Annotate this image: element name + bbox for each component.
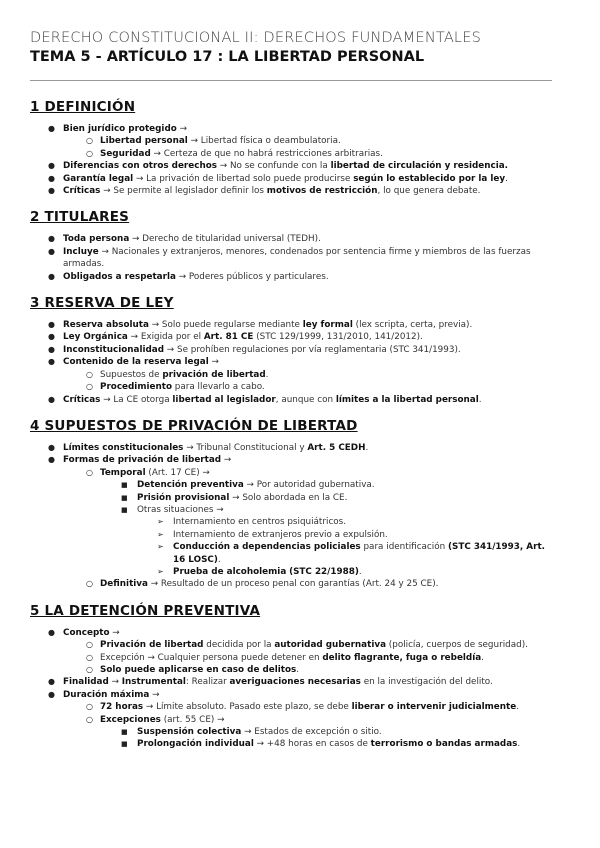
text: Internamiento de extranjeros previo a expulsión.	[173, 529, 388, 540]
list-item	[30, 566, 550, 578]
bold-text: (STC 22/1988)	[289, 566, 359, 577]
bullet-icon: ○	[86, 136, 93, 146]
list-item	[30, 271, 550, 283]
bullet-icon: ●	[48, 320, 55, 330]
text: .	[296, 665, 300, 675]
list-item	[30, 331, 550, 343]
bold-text: Art. 5 CEDH	[307, 442, 366, 453]
bold-text: Reserva absoluta	[63, 320, 149, 331]
text: →	[109, 627, 120, 638]
list-item	[30, 246, 550, 271]
text: .	[505, 173, 508, 184]
bold-text: Prolongación individual	[137, 739, 254, 750]
bullet-icon: ○	[86, 579, 93, 589]
bold-text: Diferencias con otros derechos	[63, 161, 217, 172]
bullet-icon: ●	[48, 234, 55, 244]
bullet-icon: ●	[48, 689, 55, 699]
bold-text: Ley Orgánica	[63, 332, 128, 343]
text: (STC 129/1999, 131/2010, 141/2012).	[253, 332, 423, 343]
bold-text: Contenido de la reserva legal	[63, 357, 209, 368]
text: → Nacionales y extranjeros, menores, condenados por sentencia firme y miembros de las fuerzas armadas.	[63, 246, 531, 270]
text: →	[149, 689, 160, 700]
bullet-icon: ➢	[157, 542, 164, 552]
list-item	[30, 689, 550, 701]
section	[30, 209, 550, 283]
bold-text: Solo puede aplicarse en caso de delitos	[100, 665, 297, 675]
list-item	[30, 639, 550, 651]
section-heading: 1 DEFINICIÓN	[30, 99, 136, 115]
bold-text: liberar o intervenir judicialmente	[351, 702, 517, 713]
section	[30, 295, 550, 406]
text: en la investigación del delito.	[360, 677, 493, 688]
list-item	[30, 381, 550, 393]
list-item	[30, 738, 550, 750]
bullet-icon: ●	[48, 161, 55, 171]
bold-text: Formas de privación de libertad	[63, 455, 222, 466]
list-item	[30, 467, 550, 479]
bold-text: Incluye	[63, 246, 99, 257]
text: → +48 horas en casos de	[253, 739, 371, 750]
bold-text: Prisión provisional	[137, 492, 230, 503]
list-item	[30, 578, 550, 590]
bullet-icon: ●	[48, 357, 55, 367]
text: .	[217, 554, 221, 565]
text: .	[365, 442, 369, 453]
list-item	[30, 135, 550, 147]
bullet-icon: ➢	[157, 517, 164, 527]
list-item	[30, 479, 550, 491]
bullet-icon: ➢	[157, 566, 164, 576]
text: → Exigida por el	[127, 332, 204, 343]
list-item	[30, 652, 550, 664]
bold-text: privación de libertad	[162, 369, 266, 380]
bold-text: Críticas	[63, 186, 101, 197]
section-heading: 3 RESERVA DE LEY	[30, 295, 174, 312]
list-item	[30, 160, 550, 172]
text: (art. 55 CE) →	[160, 714, 225, 725]
text: (Art. 17 CE) →	[145, 467, 210, 478]
bullet-list	[30, 319, 550, 406]
list-item	[30, 664, 550, 676]
text: → Certeza de que no habrá restricciones arbitrarias.	[150, 148, 383, 159]
section	[30, 603, 550, 751]
list-item	[30, 454, 550, 466]
bullet-icon: ○	[86, 652, 93, 662]
list-item	[30, 541, 550, 566]
section-heading: 2 TITULARES	[30, 209, 130, 226]
bullet-icon: ○	[86, 148, 93, 158]
bold-text: autoridad gubernativa	[274, 640, 387, 651]
topic-title: TEMA 5 - ARTÍCULO 17 : LA LIBERTAD PERSONAL	[30, 49, 425, 65]
bold-text: Garantía legal	[63, 173, 134, 184]
text: →	[208, 357, 219, 368]
list-item	[30, 714, 550, 726]
text: → Se permite al legislador definir los	[100, 186, 267, 197]
text: .	[478, 394, 482, 405]
text: → Tribunal Constitucional y	[183, 442, 308, 453]
bullet-icon: ■	[121, 493, 128, 502]
bold-text: Excepciones	[100, 714, 161, 725]
bold-text: terrorismo o bandas armadas	[370, 739, 518, 750]
text: .	[516, 702, 520, 713]
bold-text: Procedimiento	[100, 382, 172, 393]
bold-text: libertad al legislador	[172, 394, 276, 405]
bullet-icon: ○	[86, 714, 93, 724]
bold-text: límites a la libertad personal	[335, 394, 479, 405]
text: Supuestos de	[100, 369, 163, 380]
list-item	[30, 123, 550, 135]
bullet-list	[30, 627, 550, 751]
text: → Se prohíben regulaciones por vía reglamentaria (STC 341/1993).	[164, 344, 461, 355]
bold-text: Bien jurídico protegido	[63, 124, 177, 134]
bullet-icon: ●	[48, 246, 55, 256]
list-item	[30, 344, 550, 356]
text: : Realizar	[185, 677, 230, 688]
list-item	[30, 516, 550, 528]
list-item	[30, 504, 550, 516]
text: → Poderes públicos y particulares.	[175, 271, 329, 282]
bullet-list	[30, 123, 550, 197]
section-heading: 4 SUPUESTOS DE PRIVACIÓN DE LIBERTAD	[30, 417, 358, 434]
text: → Derecho de titularidad universal (TEDH).	[129, 234, 321, 245]
list-item	[30, 185, 550, 197]
bold-text: según lo establecido por la ley	[353, 173, 506, 184]
bullet-list	[30, 233, 550, 283]
bullet-icon: ●	[48, 455, 55, 465]
text: → No se confunde con la	[216, 161, 331, 172]
text: →	[221, 455, 232, 466]
bold-text: averiguaciones necesarias	[229, 677, 361, 688]
bold-text: Privación de libertad	[100, 640, 204, 651]
bullet-icon: ●	[48, 271, 55, 281]
text: para identificación	[360, 542, 448, 553]
bold-text: Límites constitucionales	[63, 442, 184, 453]
text: → Solo abordada en la CE.	[229, 492, 348, 503]
bullet-icon: ●	[48, 627, 55, 637]
text: .	[358, 566, 362, 577]
section-heading: 5 LA DETENCIÓN PREVENTIVA	[30, 602, 261, 619]
text: → Solo puede regularse mediante	[148, 320, 303, 331]
bold-text: Art. 81 CE	[203, 332, 254, 343]
bullet-icon: ●	[48, 344, 55, 354]
bullet-icon: ■	[121, 740, 128, 749]
bold-text: (STC 341/1993, Art. 16 LOSC)	[173, 542, 546, 565]
list-item	[30, 529, 550, 541]
text: decidida por la	[203, 640, 275, 651]
text: (policía, cuerpos de seguridad).	[386, 640, 528, 651]
bold-text: Inconstitucionalidad	[63, 344, 165, 355]
list-item	[30, 148, 550, 160]
text: → Por autoridad gubernativa.	[243, 480, 375, 491]
list-item	[30, 173, 550, 185]
text: → Libertad física o deambulatoria.	[187, 136, 341, 147]
list-item	[30, 233, 550, 245]
list-item	[30, 492, 550, 504]
text: para llevarlo a cabo.	[171, 382, 265, 393]
header-divider	[30, 80, 552, 81]
bold-text: Finalidad	[63, 677, 109, 688]
bullet-icon: ○	[86, 369, 93, 379]
list-item	[30, 394, 550, 406]
bullet-icon: ■	[121, 481, 128, 490]
bullet-icon: ●	[48, 442, 55, 452]
bullet-icon: ●	[48, 332, 55, 342]
text: .	[265, 369, 269, 380]
bold-text: delito flagrante, fuga o rebeldía	[322, 652, 482, 663]
bullet-icon: ●	[48, 124, 55, 133]
text: .	[481, 652, 484, 663]
section	[30, 99, 550, 197]
bold-text: Definitiva	[100, 579, 148, 590]
list-item	[30, 701, 550, 713]
text: Otras situaciones →	[137, 504, 224, 515]
text: →	[176, 124, 187, 134]
bullet-list	[30, 442, 550, 591]
bold-text: Conducción a dependencias policiales	[173, 542, 361, 553]
bullet-icon: ■	[121, 505, 128, 514]
bold-text: Críticas	[63, 394, 101, 405]
bold-text: Instrumental	[121, 677, 186, 688]
bullet-icon: ●	[48, 173, 55, 183]
bullet-icon: ●	[48, 394, 55, 404]
list-item	[30, 356, 550, 368]
list-item	[30, 319, 550, 331]
bullet-icon: ○	[86, 665, 93, 674]
bold-text: libertad de circulación y residencia.	[330, 161, 509, 172]
bold-text: ley formal	[302, 320, 353, 331]
bullet-icon: ○	[86, 702, 93, 712]
text: , aunque con	[275, 394, 336, 405]
text: → La privación de libertad solo puede producirse	[133, 173, 354, 184]
bold-text: Libertad personal	[100, 136, 188, 147]
bold-text: Obligados a respetarla	[63, 271, 176, 282]
text: → Resultado de un proceso penal con garantías (Art. 24 y 25 CE).	[147, 579, 439, 590]
section	[30, 418, 550, 591]
bold-text: Prueba de alcoholemia	[173, 566, 287, 577]
text: → Estados de excepción o sitio.	[241, 727, 382, 738]
text: →	[108, 677, 122, 688]
bullet-icon: ➢	[157, 529, 164, 539]
bullet-icon: ■	[121, 728, 128, 737]
list-item	[30, 442, 550, 454]
bold-text: Duración máxima	[63, 689, 150, 700]
bold-text: Temporal	[100, 467, 146, 478]
bold-text: Suspensión colectiva	[137, 727, 242, 738]
text: , lo que genera debate.	[377, 186, 481, 197]
text: Excepción → Cualquier persona puede detener en	[100, 652, 323, 663]
bold-text: Detención preventiva	[137, 480, 244, 491]
bullet-icon: ○	[86, 467, 93, 477]
text: (lex scripta, certa, previa).	[352, 320, 473, 331]
bullet-icon: ○	[86, 382, 93, 392]
text: Internamiento en centros psiquiátricos.	[173, 517, 347, 528]
bullet-icon: ●	[48, 186, 55, 196]
bold-text: Toda persona	[63, 234, 130, 245]
bold-text: 72 horas	[100, 702, 144, 713]
bullet-icon: ○	[86, 640, 93, 650]
text: → Límite absoluto. Pasado este plazo, se debe	[143, 702, 352, 713]
list-item	[30, 726, 550, 738]
list-item	[30, 627, 550, 639]
bold-text: Seguridad	[100, 148, 151, 159]
list-item	[30, 369, 550, 381]
bold-text: motivos de restricción	[266, 186, 378, 197]
bold-text: Concepto	[63, 627, 110, 638]
list-item	[30, 676, 550, 688]
document-body	[30, 99, 550, 763]
bullet-icon: ●	[48, 677, 55, 687]
text: .	[517, 739, 521, 750]
text: → La CE otorga	[100, 394, 173, 405]
course-title: DERECHO CONSTITUCIONAL II: DERECHOS FUNDAMENTALES	[30, 30, 481, 46]
